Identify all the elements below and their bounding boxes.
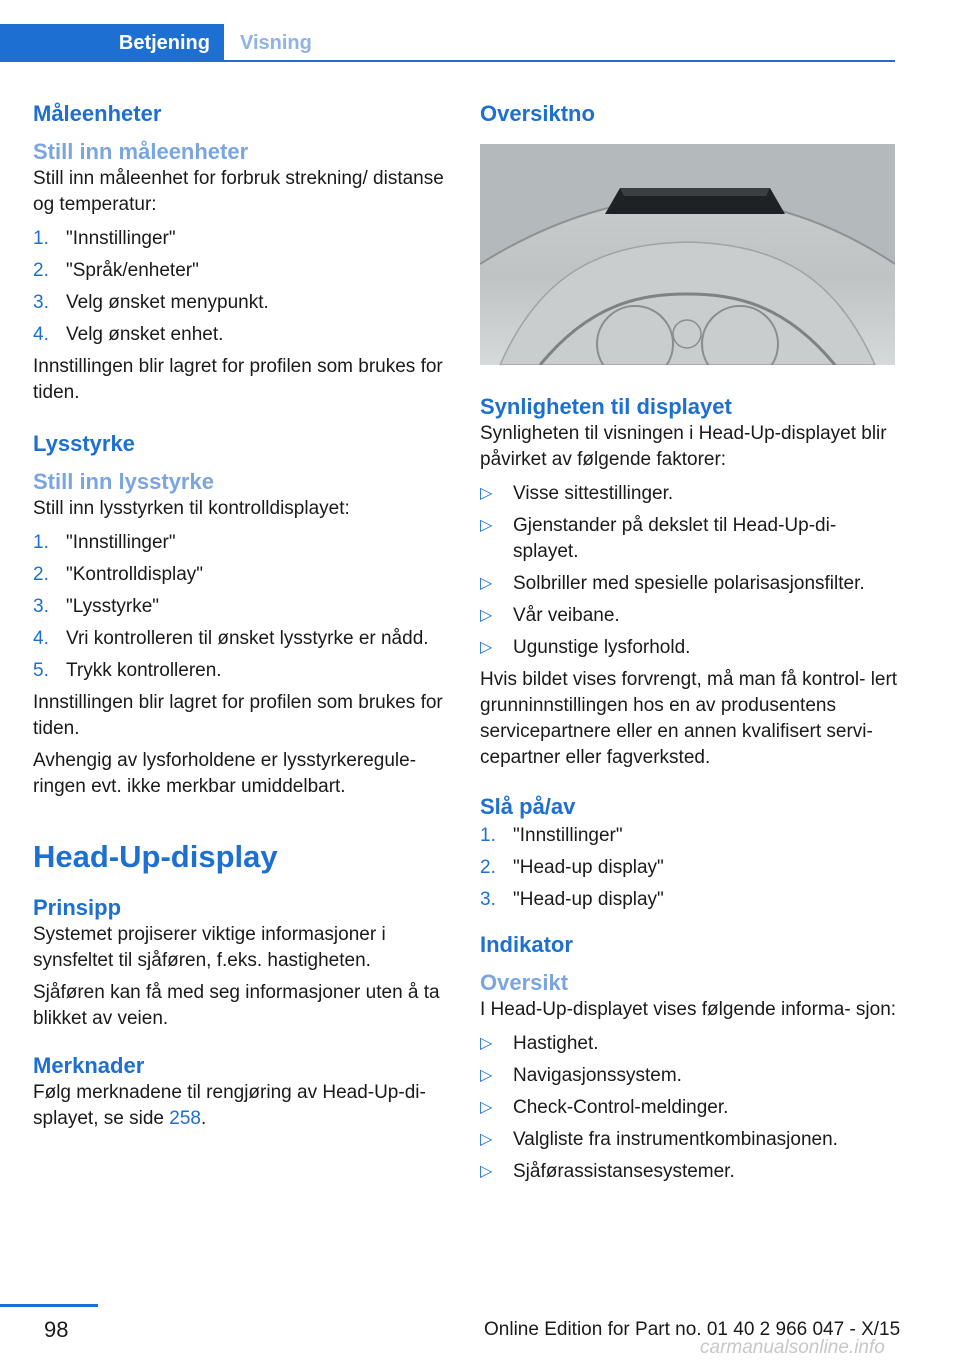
list-oversikt	[480, 1031, 898, 1185]
list-item: ▷ Gjenstander på dekslet til Head-Up-di- splayet.	[480, 515, 837, 562]
subheading-still-maaleenheter: Still inn måleenheter	[33, 139, 249, 164]
triangle-bullet-icon: ▷	[480, 1131, 493, 1148]
list-item: ▷ Check-Control-meldinger.	[480, 1095, 898, 1121]
triangle-bullet-icon: ▷	[480, 1163, 493, 1180]
triangle-bullet-icon: ▷	[480, 1035, 493, 1052]
list-item: 3. Velg ønsket menypunkt.	[33, 292, 269, 313]
list-item: ▷ Solbriller med spesielle polarisasjonsfilter.	[480, 571, 898, 597]
watermark: carmanualsonline.info	[700, 1337, 885, 1358]
paragraph-maal-saved: Innstillingen blir lagret for profilen som brukes for tiden.	[33, 356, 443, 403]
head-up-display-illustration	[480, 144, 895, 365]
paragraph-oversikt-intro: I Head-Up-displayet vises følgende informa- sjon:	[480, 999, 897, 1020]
triangle-bullet-icon: ▷	[480, 1099, 493, 1116]
triangle-bullet-icon: ▷	[480, 607, 493, 624]
heading-head-up-display: Head-Up-display	[33, 839, 278, 874]
triangle-bullet-icon: ▷	[480, 1067, 493, 1084]
list-item: ▷ Valgliste fra instrumentkombinasjonen.	[480, 1127, 898, 1153]
list-item: 2. "Språk/enheter"	[33, 260, 199, 281]
list-slaa-steps	[480, 823, 898, 913]
tab-betjening[interactable]: Betjening	[0, 24, 224, 62]
list-item: ▷ Navigasjonssystem.	[480, 1063, 898, 1089]
paragraph-maal-intro: Still inn måleenhet for forbruk strekning/ distanse og temperatur:	[33, 168, 444, 215]
paragraph-merknader: Følg merknadene til rengjøring av Head-Up-di- splayet, se side 258.	[33, 1082, 426, 1129]
list-synlighet	[480, 481, 898, 661]
page-number: 98	[44, 1317, 69, 1342]
list-maal-steps	[33, 226, 451, 348]
edition-text: Online Edition for Part no. 01 40 2 966 047 - X/15	[484, 1319, 901, 1340]
list-item: 3. "Lysstyrke"	[33, 596, 160, 617]
list-item: ▷ Ugunstige lysforhold.	[480, 635, 898, 661]
paragraph-synlighet-intro: Synligheten til visningen i Head-Up-displayet blir påvirket av følgende faktorer:	[480, 423, 887, 470]
triangle-bullet-icon: ▷	[480, 485, 493, 502]
footer-rule	[0, 1304, 98, 1307]
page-link-258[interactable]: 258	[169, 1108, 201, 1129]
dashboard-drawing	[480, 144, 895, 365]
heading-synligheten: Synligheten til displayet	[480, 394, 732, 419]
tab-visning[interactable]: Visning	[240, 32, 312, 54]
paragraph-prinsipp-2: Sjåføren kan få med seg informasjoner uten å ta blikket av veien.	[33, 982, 440, 1029]
paragraph-prinsipp-1: Systemet projiserer viktige informasjoner i synsfeltet til sjåføren, f.eks. hastigheten.	[33, 924, 386, 971]
list-item: ▷ Vår veibane.	[480, 603, 898, 629]
triangle-bullet-icon: ▷	[480, 517, 493, 534]
list-item: 4. Vri kontrolleren til ønsket lysstyrke er nådd.	[33, 628, 429, 649]
heading-indikator: Indikator	[480, 932, 573, 957]
list-item: 1. "Innstillinger"	[33, 532, 176, 553]
right-column	[480, 100, 898, 1191]
list-lys-steps	[33, 530, 451, 684]
heading-oversiktno: Oversiktno	[480, 101, 595, 126]
heading-lysstyrke: Lysstyrke	[33, 431, 135, 456]
list-item: 4. Velg ønsket enhet.	[33, 324, 224, 345]
list-item: ▷ Sjåførassistansesystemer.	[480, 1159, 898, 1185]
heading-prinsipp: Prinsipp	[33, 895, 122, 920]
list-item: 3. "Head-up display"	[480, 889, 664, 910]
paragraph-forvrengt: Hvis bildet vises forvrengt, må man få kontrol- lert grunninnstillingen hos en av produsentens servicepartnere eller en annen kvalifisert servi- cepartner eller fagverksted.	[480, 669, 898, 768]
paragraph-lys-note: Avhengig av lysforholdene er lysstyrkeregule- ringen evt. ikke merkbar umiddelbart.	[33, 750, 417, 797]
left-column	[33, 100, 451, 1132]
list-item: ▷ Visse sittestillinger.	[480, 481, 898, 507]
subheading-oversikt: Oversikt	[480, 970, 569, 995]
paragraph-lys-saved: Innstillingen blir lagret for profilen som brukes for tiden.	[33, 692, 443, 739]
list-item: 1. "Innstillinger"	[33, 228, 176, 249]
triangle-bullet-icon: ▷	[480, 575, 493, 592]
list-item: 2. "Head-up display"	[480, 857, 664, 878]
triangle-bullet-icon: ▷	[480, 639, 493, 656]
heading-maaleenheter: Måleenheter	[33, 101, 162, 126]
list-item: ▷ Hastighet.	[480, 1031, 898, 1057]
list-item: 1. "Innstillinger"	[480, 825, 623, 846]
list-item: 2. "Kontrolldisplay"	[33, 564, 204, 585]
chapter-tabs	[0, 24, 895, 62]
heading-merknader: Merknader	[33, 1053, 145, 1078]
paragraph-lys-intro: Still inn lysstyrken til kontrolldisplayet:	[33, 498, 350, 519]
subheading-still-lysstyrke: Still inn lysstyrke	[33, 469, 214, 494]
heading-slaa-paa-av: Slå på/av	[480, 794, 576, 819]
list-item: 5. Trykk kontrolleren.	[33, 660, 222, 681]
